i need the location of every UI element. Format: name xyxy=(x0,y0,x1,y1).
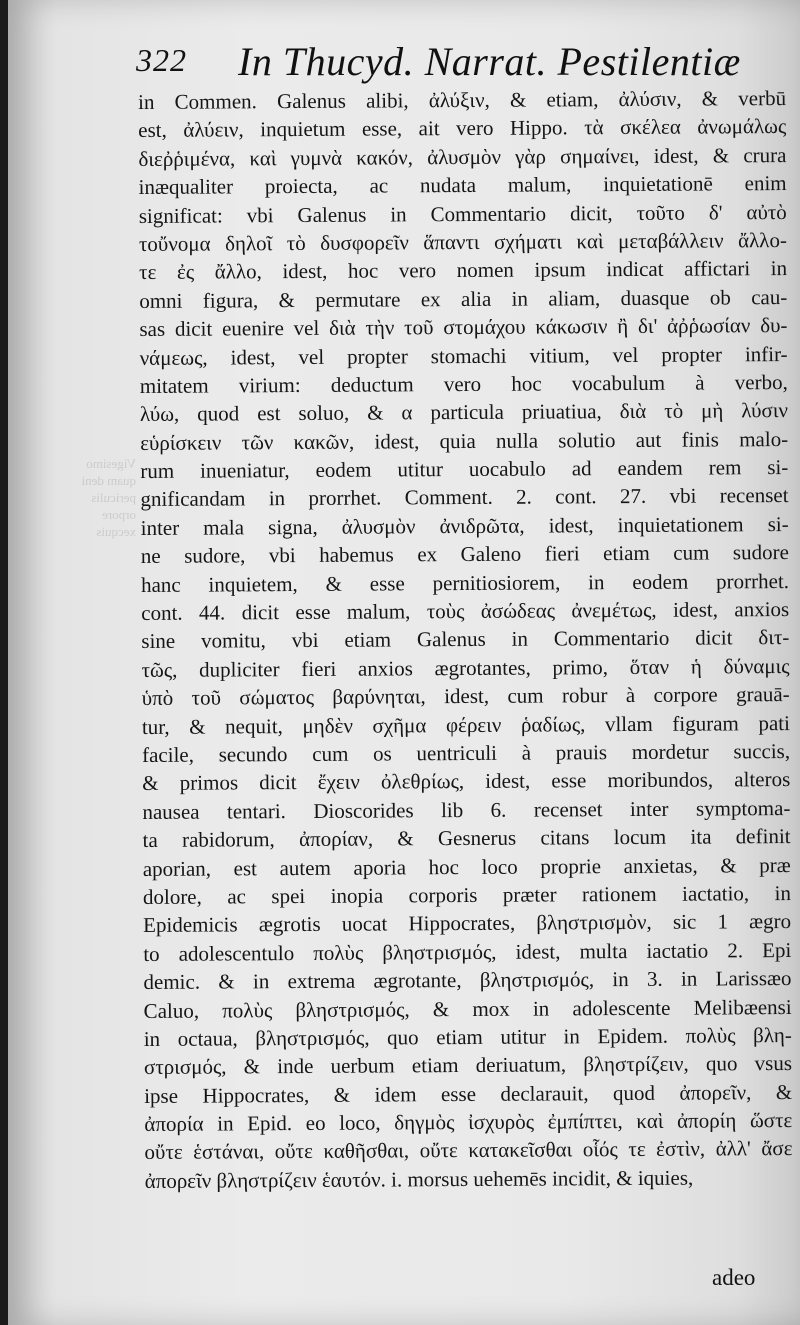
text-line: Epidemicis ægrotis uocat Hippocrates, βληστρισμὸν, sic 1 ægro xyxy=(143,909,792,938)
text-line: hanc inquietem, & esse pernitiosiorem, in eodem prorrhet. xyxy=(140,568,790,597)
page-header xyxy=(136,38,786,88)
text-line: λύω, quod est soluo, & α particula priuatiua, διὰ τὸ μὴ λύσιν xyxy=(139,398,789,427)
body-text xyxy=(138,84,793,1195)
text-line: facile, secundo cum os uentriculi à prauis mordetur succis, xyxy=(142,739,791,767)
catchword: adeo xyxy=(712,1265,756,1290)
text-line: ne sudore, vbi habemus ex Galeno fieri etiam cum sudore xyxy=(140,540,789,569)
text-line: tur, & nequit, μηδὲν σχῆμα φέρειν ῥαδίως, vllam figuram pati xyxy=(141,710,790,739)
text-line: nausea tentari. Dioscorides lib 6. recenset inter symptoma- xyxy=(142,795,791,824)
text-line: inæqualiter proiecta, ac nudata malum, inquietationē enim xyxy=(138,171,787,200)
text-line: ὑπὸ τοῦ σώματος βαρύνηται, idest, cum robur à corpore grauā- xyxy=(141,682,790,711)
text-line: ἀπορεῖν βληστρίζειν ἑαυτόν. i. morsus uehemēs incidit, & iquies, xyxy=(144,1165,694,1193)
text-line: Caluo, πολὺς βληστρισμός, & mox in adolescente Melibæensi xyxy=(143,994,792,1023)
text-line: οὔτε ἑστάναι, οὔτε καθῆσθαι, οὔτε κατακεῖσθαι οἷός τε ἐστὶν, ἀλλ' ἄσε xyxy=(144,1136,793,1165)
text-line: rum inueniatur, eodem utitur uocabulo ad eandem rem si- xyxy=(140,455,789,484)
text-line: omni figura, & permutare ex alia in aliam, duasque ob cau- xyxy=(139,284,788,313)
text-line: dolore, ac spei inopia corporis præter rationem iactatio, in xyxy=(142,880,792,909)
text-line: significat: vbi Galenus in Commentario dicit, τοῦτο δ' αὐτὸ xyxy=(138,199,787,228)
text-line: inter mala signa, ἀλυσμὸν ἀνιδρῶτα, idest, inquietationem si- xyxy=(140,511,789,540)
text-line: gnificandam in prorrhet. Comment. 2. cont. 27. vbi recenset xyxy=(140,483,789,512)
text-line: mitatem virium: deductum vero hoc vocabulum à verbo, xyxy=(139,369,788,398)
text-line: τοὔνομα δηλοῖ τὸ δυσφορεῖν ἅπαντι σχήματι καὶ μεταβάλλειν ἄλλο- xyxy=(138,227,788,256)
text-line: in octaua, βληστρισμός, quo etiam utitur in Epidem. πολὺς βλη- xyxy=(143,1022,792,1051)
bleed-line: xecquis xyxy=(96,524,136,539)
text-line: ἀπορία in Epid. eo loco, δηγμὸς ἰσχυρὸς ἐμπίπτει, καὶ ἀπορίη ὥστε xyxy=(144,1108,793,1137)
text-line: sas dicit euenire vel διὰ τὴν τοῦ στομάχου κάκωσιν ἢ δι' ἀῤῥωσίαν δυ- xyxy=(139,313,788,342)
book-page xyxy=(8,0,800,1325)
text-line: & primos dicit ἔχειν ὀλεθρίως, idest, esse moribundos, alteros xyxy=(142,767,791,796)
bleed-line: Vigesimo xyxy=(86,456,136,471)
page-number: 322 xyxy=(136,42,187,78)
bleed-line: quam deni xyxy=(81,473,136,488)
running-head: In Thucyd. Narrat. Pestilentiæ xyxy=(238,39,741,84)
text-line: νάμεως, idest, vel propter stomachi vitium, vel propter infir- xyxy=(139,341,788,370)
text-line: τῶς, dupliciter fieri anxios ægrotantes, primo, ὅταν ἡ δύναμις xyxy=(141,653,790,682)
text-line: στρισμός, & inde uerbum etiam deriuatum, βληστρίζειν, quo vsus xyxy=(143,1051,793,1080)
text-line: εὑρίσκειν τῶν κακῶν, idest, quia nulla solutio aut finis malo- xyxy=(140,426,789,455)
text-line: τε ἐς ἄλλο, idest, hoc vero nomen ipsum indicat affictari in xyxy=(139,256,788,285)
text-line: to adolescentulo πολὺς βληστρισμός, idest, multa iactatio 2. Epi xyxy=(143,937,792,966)
text-line: sine vomitu, vbi etiam Galenus in Commentario dicit διτ- xyxy=(141,625,790,654)
text-line: in Commen. Galenus alibi, ἀλύξιν, & etiam, ἀλύσιν, & verbū xyxy=(138,86,787,114)
text-line: est, ἀλύειν, inquietum esse, ait vero Hippo. τὰ σκέλεα ἀνωμάλως xyxy=(138,114,787,143)
bleed-through-text xyxy=(46,455,136,540)
text-line: διεῤῥιμένα, καὶ γυμνὰ κακόν, ἀλυσμὸν γὰρ σημαίνει, idest, & crura xyxy=(138,142,787,171)
text-line: aporian, est autem aporia hoc loco proprie anxietas, & præ xyxy=(142,852,791,881)
bleed-line: periculis xyxy=(91,490,136,505)
text-line: ta rabidorum, ἀπορίαν, & Gesnerus citans locum ita definit xyxy=(142,824,791,853)
text-line: ipse Hippocrates, & idem esse declarauit, quod ἀπορεῖν, & xyxy=(144,1079,793,1108)
text-line: demic. & in extrema ægrotante, βληστρισμός, in 3. in Larissæo xyxy=(143,966,792,995)
text-line: cont. 44. dicit esse malum, τοὺς ἀσώδεας ἀνεμέτως, idest, anxios xyxy=(141,597,790,626)
bleed-line: orpore xyxy=(102,507,136,522)
